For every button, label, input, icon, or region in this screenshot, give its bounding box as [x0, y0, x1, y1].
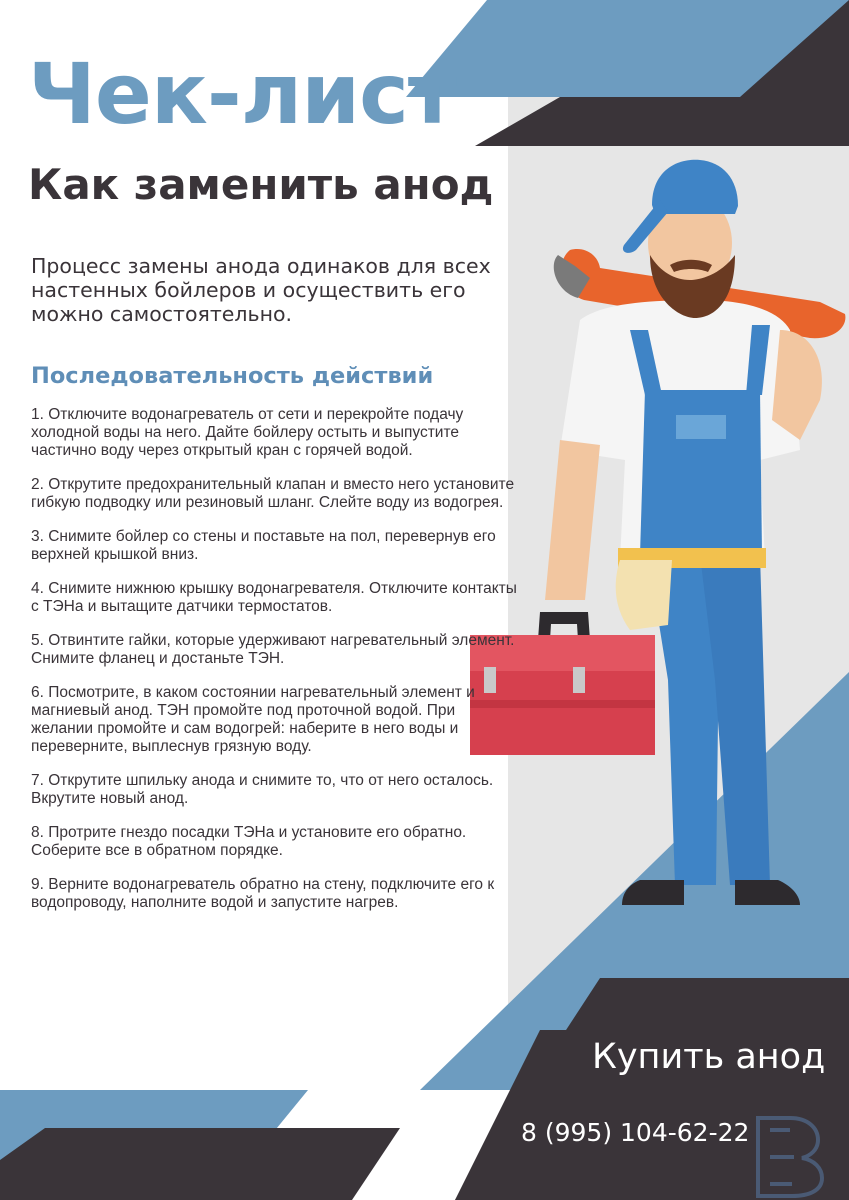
steps-list: [31, 406, 521, 928]
page-subtitle: Как заменить анод: [28, 160, 494, 209]
step-item: 9. Верните водонагреватель обратно на стену, подключите его к водопроводу, наполните водой и запустите нагрев.: [31, 876, 495, 911]
step-item: 4. Снимите нижнюю крышку водонагревателя. Отключите контакты с ТЭНа и вытащите датчики термостатов.: [31, 580, 517, 615]
bottom-left-dark-stripe: [0, 1128, 400, 1200]
buy-anode-link[interactable]: Купить анод: [592, 1037, 826, 1077]
step-item: 7. Открутите шпильку анода и снимите то, что от него осталось. Вкрутите новый анод.: [31, 772, 494, 807]
step-item: 2. Открутите предохранительный клапан и вместо него установите гибкую подводку или резиновый шланг. Слейте воду из водогрея.: [31, 476, 515, 511]
step-item: 3. Снимите бойлер со стены и поставьте на пол, перевернув его верхней крышкой вниз.: [31, 528, 496, 563]
steps-heading: Последовательность действий: [31, 363, 434, 389]
step-item: 8. Протрите гнездо посадки ТЭНа и установите его обратно. Соберите все в обратном порядке.: [31, 824, 467, 859]
phone-number[interactable]: 8 (995) 104-62-22: [521, 1118, 750, 1147]
page-title: Чек-лист: [28, 45, 456, 143]
step-item: 6. Посмотрите, в каком состоянии нагревательный элемент и магниевый анод. ТЭН промойте под проточной водой. При желании промойте и сам водогрей: наберите в него воды и переверните, выплеснув грязную воду.: [31, 684, 475, 755]
step-item: 5. Отвинтите гайки, которые удерживают нагревательный элемент. Снимите фланец и достаньте ТЭН.: [31, 632, 515, 667]
step-item: 1. Отключите водонагреватель от сети и перекройте подачу холодной воды на него. Дайте бойлеру остыть и выпустите частично воду через открытый кран с горячей водой.: [31, 406, 464, 459]
intro-text: Процесс замены анода одинаков для всех настенных бойлеров и осуществить его можно самостоятельно.: [31, 254, 491, 326]
